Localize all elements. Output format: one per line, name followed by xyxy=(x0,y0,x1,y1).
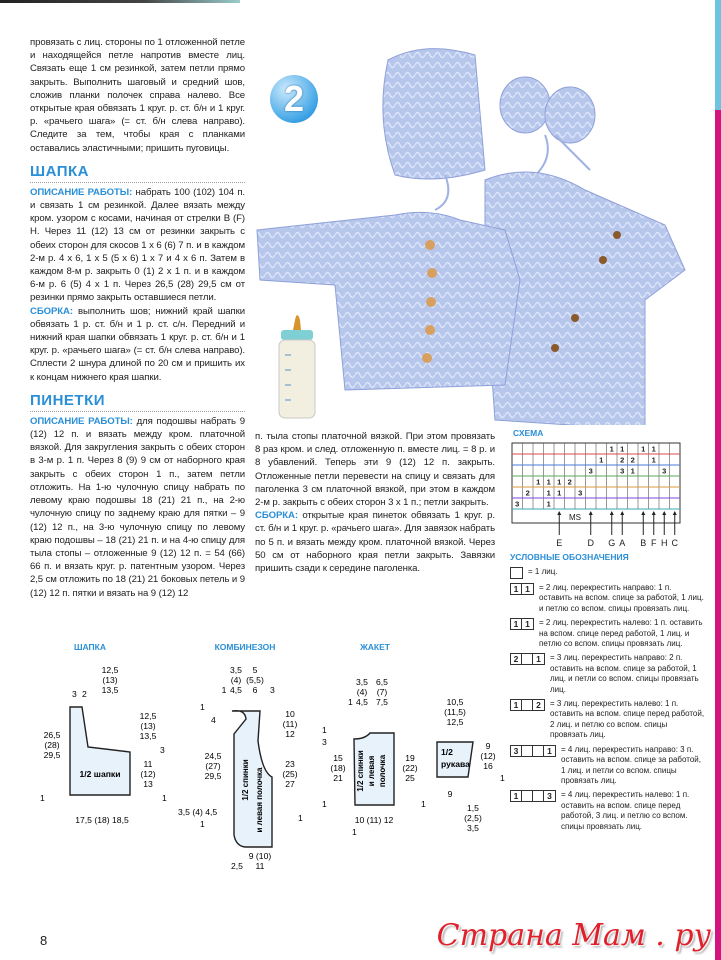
pattern-number-badge: 2 xyxy=(270,75,318,123)
symbol-cell: 3 xyxy=(511,746,522,756)
stitch-symbol-icon xyxy=(510,653,545,665)
hat-dim-right-1: 12,5 xyxy=(139,711,157,721)
sleeve-bottom-2c: 3,5 xyxy=(467,823,479,833)
symbol-cell xyxy=(522,791,533,801)
hat-dim-top-right-3: 13,5 xyxy=(101,685,119,695)
chart-arrow-label: F xyxy=(651,538,657,548)
overall-top-c3: 6 xyxy=(252,685,258,695)
chart-cell-label: 3 xyxy=(588,466,593,476)
hat-dim-top-b: 2 xyxy=(82,689,87,699)
legend-list xyxy=(510,567,706,832)
sleeve-right-extra: 1 xyxy=(500,773,505,783)
chart-arrow-label: B xyxy=(640,538,647,548)
symbol-cell: 3 xyxy=(547,791,552,802)
hat-assembly-text: выполнить шов; нижний край шапки обвязать 1 р. ст. б/н и 1 р. ст. с/н. Передний и нижний края шапки обвязать 1 круг. р. ст. б/н и 1 круг. р. «рачьего шага» (= ст. б/н слева направо). Сплести 2 шнура длиной по 20 см и пришить их к концам нижнего края шапки. xyxy=(30,305,245,383)
intro-text: провязать с лиц. стороны по 1 отложенной петле и находящейся петле напротив вместе лиц. Связать еще 1 см резинкой, затем петли прямо закрыть. Выполнить шаговый и средний шов, сложив планки полочек справа налево. Все открытые края обвязать 1 круг. р. ст. б/н и 1 круг. р. «рачьего шага» (= ст. б/н слева направо). Следите за тем, чтобы края с планками оставались эластичными; пришить пуговицы. xyxy=(30,37,245,154)
booties-desc-text-2: п. тыла стопы платочной вязкой. При этом провязать 8 раз кром. и след. отложенную п. вместе лиц. = 8 р. и 8 убавлений. Теперь эти 9 (12) 12 п. закрыть. Отложенные петли перевести на спицу и связать для паголенка 3 см платочной вязкой, при этом в каждом 2-м р. закрыть с обеих сторон 3 х 1 п.; петли закрыть. xyxy=(255,431,495,509)
hat-dim-right-6: 13 xyxy=(143,779,153,789)
legend-text: = 2 лиц. перекрестить налево: 1 п. оставить на вспом. спице перед работой, 1 лиц. и петлю со вспом. спицы провязать лиц. xyxy=(539,618,703,649)
hat-desc-label: ОПИСАНИЕ РАБОТЫ: xyxy=(30,186,133,198)
sleeve-bottom: 9 xyxy=(447,789,453,799)
hat-dim-right-3: 13,5 xyxy=(139,731,157,741)
chart-arrow-label: H xyxy=(661,538,668,548)
overall-left-mid-1: 24,5 xyxy=(204,751,222,761)
jacket-right-mid-3: 25 xyxy=(405,773,415,783)
legend-item xyxy=(510,699,706,741)
jacket-left-top-1: 1 xyxy=(322,725,327,735)
chart-cell-label: 3 xyxy=(620,466,625,476)
chart-cell-label: 1 xyxy=(546,488,551,498)
chart-cell-label: 1 xyxy=(557,477,562,487)
jacket-right-mid-2: (22) xyxy=(402,763,418,773)
jacket-piece-label-1: 1/2 спинки xyxy=(356,750,365,792)
hat-dim-bottom: 17,5 (18) 18,5 xyxy=(75,815,129,825)
hat-dim-right-5: (12) xyxy=(140,769,156,779)
symbol-cell xyxy=(533,791,544,801)
chart-cell-label: 1 xyxy=(620,444,625,454)
overall-schematic xyxy=(178,642,303,871)
hat-assembly-label: СБОРКА: xyxy=(30,305,73,317)
booties-illustration xyxy=(500,77,595,180)
overall-left-mid-3: 29,5 xyxy=(204,771,222,781)
page-number: 8 xyxy=(40,933,48,948)
symbol-cell xyxy=(522,654,533,664)
hat-heading: ШАПКА xyxy=(30,163,245,183)
legend-item xyxy=(510,653,706,695)
legend-text: = 4 лиц. перекрестить налево: 1 п. оставить на вспом. спице перед работой, 3 лиц. и петлю со вспом. спицы провязать лиц. xyxy=(561,790,690,831)
chart-cell-label: 1 xyxy=(651,444,656,454)
overall-left-top-2: 4 xyxy=(211,715,216,725)
overall-top-c1: 5 xyxy=(252,665,258,675)
jacket-top-b3: 4,5 xyxy=(356,697,368,707)
legend-item xyxy=(510,618,706,649)
overall-bottom-a: 2,5 xyxy=(231,861,243,871)
jacket-top-b2: (4) xyxy=(356,687,368,697)
overall-left-bottom: 3,5 (4) 4,5 xyxy=(178,807,218,817)
jacket-top-a: 1 xyxy=(348,697,353,707)
legend-title: УСЛОВНЫЕ ОБОЗНАЧЕНИЯ xyxy=(510,552,629,562)
hat-dim-right-4: 11 xyxy=(143,759,153,769)
overall-top-a: 1 xyxy=(221,685,227,695)
legend-text: = 2 лиц. перекрестить направо: 1 п. оставить на вспом. спице за работой, 1 лиц. и петлю со вспом. спицы провязать лиц. xyxy=(539,583,704,613)
jacket-bottom-width: 10 (11) 12 xyxy=(354,815,394,825)
sleeve-label-1: 1/2 xyxy=(441,747,453,757)
hat-description xyxy=(30,186,245,305)
booties-assembly-label: СБОРКА: xyxy=(255,510,298,522)
chart-arrow-label: E xyxy=(556,538,563,548)
sleeve-bottom-2a: 1,5 xyxy=(467,803,479,813)
jacket-schematic xyxy=(322,642,505,837)
overall-right-mid-3: 27 xyxy=(285,779,295,789)
symbol-cell: 2 xyxy=(511,654,522,664)
chart-cell-label: 1 xyxy=(599,455,604,465)
booties-description xyxy=(30,415,245,600)
jacket-bottom-extra: 1 xyxy=(352,827,357,837)
overall-right-mid-1: 23 xyxy=(285,759,295,769)
symbol-cell: 1 xyxy=(511,700,522,710)
hat-assembly xyxy=(30,305,245,384)
stitch-symbol-icon xyxy=(510,618,534,630)
chart-cell-label: 2 xyxy=(620,455,625,465)
overall-top-c2: (5,5) xyxy=(246,675,264,685)
jacket-top-c1: 6,5 xyxy=(376,677,388,687)
hat-dim-top-a: 3 xyxy=(72,689,77,699)
overall-diagram-title: КОМБИНЕЗОН xyxy=(214,642,276,652)
chart-arrow-label: C xyxy=(671,538,678,548)
chart-cell-label: 2 xyxy=(630,455,635,465)
legend-item xyxy=(510,567,706,579)
chart-cell-label: 1 xyxy=(609,444,614,454)
jacket-left-mid-3: 21 xyxy=(333,773,343,783)
overall-piece-label-2: и левая полочка xyxy=(255,767,264,833)
hat-dim-right-mid: 3 xyxy=(160,745,165,755)
stitch-symbol-icon xyxy=(510,745,556,757)
chart-cell-label: 1 xyxy=(557,488,562,498)
chart-arrow-label: G xyxy=(608,538,616,548)
chart-cell-label: 1 xyxy=(546,477,551,487)
jacket-left-top-2: 3 xyxy=(322,737,327,747)
hat-dim-left-3: 29,5 xyxy=(43,750,61,760)
baby-bottle-illustration xyxy=(279,315,315,418)
symbol-cell: 1 xyxy=(511,619,522,629)
sleeve-right-3: 16 xyxy=(483,761,493,771)
booties-section-cont xyxy=(255,430,495,575)
chart-cell-label: 1 xyxy=(641,444,646,454)
overall-top-d: 3 xyxy=(270,685,275,695)
jacket-left-mid-1: 15 xyxy=(333,753,343,763)
chart-cell-label: 1 xyxy=(546,499,551,509)
hat-dim-bottom-left: 1 xyxy=(40,793,45,803)
booties-heading: ПИНЕТКИ xyxy=(30,392,245,412)
sleeve-top-1: 10,5 xyxy=(446,697,464,707)
chart-title: СХЕМА xyxy=(513,428,544,438)
overall-right-top-2: (11) xyxy=(282,719,298,729)
symbol-cell: 1 xyxy=(536,654,541,665)
sleeve-top-2: (11,5) xyxy=(444,707,466,717)
overall-right-bottom: 1 xyxy=(298,813,303,823)
stitch-symbol-icon xyxy=(510,790,556,802)
legend-item xyxy=(510,583,706,614)
overall-right-mid-2: (25) xyxy=(282,769,298,779)
legend-text: = 4 лиц. перекрестить направо: 3 п. оставить на вспом. спице за работой, 1 лиц. и петли со вспом. спицы провязать лиц. xyxy=(561,744,701,785)
sleeve-right-1: 9 xyxy=(485,741,491,751)
hat-dim-left-1: 26,5 xyxy=(43,730,61,740)
chart-cell-label: 1 xyxy=(630,466,635,476)
legend-text: = 1 лиц. xyxy=(528,567,558,576)
overall-left-top-1: 1 xyxy=(200,702,205,712)
booties-assembly-text: открытые края пинеток обвязать 1 круг. р. ст. б/н и 1 круг. р. «рачьего шага». Для завязок набрать по 5 п. и вязать между кром. платочной вязкой. Через 50 см от наборного края петли закрыть. Завязки пришить сзади к середине паголенка. xyxy=(255,510,495,575)
jacket-right-bottom: 1 xyxy=(421,799,426,809)
hat-section xyxy=(30,163,245,384)
hat-dim-top-right-1: 12,5 xyxy=(101,665,119,675)
booties-desc-text-1: для подошвы набрать 9 (12) 12 п. и вязать между кром. платочной вязкой. Для закругления закрыть с обеих сторон в 3-м р. 1 п. Через 8 (9) 9 см от наборного края закрыть с обеих сторон 1 п., затем петли отложить. На 1-ю чулочную спицу набрать по левому краю подошвы 18 (21) 21 п., на 2-ю чулочную спицу по заднему краю для пятки – 9 (12) 12 п., на 3-ю чулочную спицу по левому краю подошвы – 18 (21) 21 п. и на 4-ю спицу для тыла стопы – отложенные 9 (12) 12 п. = 54 (66) 66 п. и вязать круг. р. патентным узором. Через 2,5 см отложить по 18 (21) 21 боковых петель и 9 (12) 12 п. пятки и вязать на 9 (12) 12 xyxy=(30,415,245,599)
hat-dim-top-right-2: (13) xyxy=(102,675,118,685)
overall-top-b3: 4,5 xyxy=(230,685,242,695)
hat-dim-left-2: (28) xyxy=(44,740,60,750)
sleeve-right-2: (12) xyxy=(480,751,496,761)
overall-bottom-c: 11 xyxy=(255,861,265,871)
sleeve-bottom-2b: (2,5) xyxy=(464,813,482,823)
hat-dim-bottom-right: 1 xyxy=(162,793,167,803)
jacket-piece-label-2: и левая xyxy=(367,755,376,787)
hat-schematic xyxy=(40,642,167,825)
symbol-cell: 1 xyxy=(525,619,530,630)
sleeve-label-2: рукава xyxy=(441,759,470,769)
chart-ms-label: MS xyxy=(569,513,581,522)
jacket-left-bottom: 1 xyxy=(322,799,327,809)
knitting-chart xyxy=(510,441,690,549)
hat-desc-text: набрать 100 (102) 104 п. и связать 1 см резинкой. Далее вязать между кром. узором с косами, начиная от стрелки В (F) Н. Через 11 (12) 13 см от резинки закрыть с обеих сторон для скосов 1 х 6 (6) 7 п. и в каждом 2-м р. 4 х 6, 1 х 5 (5 х 6) 1 х 7 и 4 х 6 п. Затем в каждом 8-м р. закрыть 0 (1) 2 х 1 п. и в каждом 6-м р. 6 (5) 4 х 1 п. Через 26,5 (28) 29,5 см от резинки прямо закрыть оставшиеся петли. xyxy=(30,186,245,304)
chart-arrow-label: A xyxy=(619,538,626,548)
overall-top-b2: (4) xyxy=(230,675,242,685)
chart-cell-label: 2 xyxy=(567,477,572,487)
symbol-cell: 1 xyxy=(511,791,522,801)
symbol-cell xyxy=(511,568,522,578)
overall-bottom-b: 9 (10) xyxy=(248,851,272,861)
overall-top-b1: 3,5 xyxy=(230,665,242,675)
overall-left-bottom-2: 1 xyxy=(200,819,205,829)
schematic-diagrams xyxy=(0,635,510,875)
chart-cell-label: 3 xyxy=(578,488,583,498)
chart-section xyxy=(513,428,703,438)
chart-cell-label: 1 xyxy=(651,455,656,465)
booties-section xyxy=(30,392,245,600)
symbol-cell: 1 xyxy=(525,584,530,594)
brand-watermark: Страна Мам . ру xyxy=(436,918,711,953)
stitch-symbol-icon xyxy=(510,699,545,711)
hat-dim-right-2: (13) xyxy=(140,721,156,731)
jacket-top-c3: 7,5 xyxy=(376,697,388,707)
booties-assembly xyxy=(255,509,495,575)
chart-cell-label: 1 xyxy=(536,477,541,487)
stitch-symbol-icon xyxy=(510,583,534,595)
top-decorative-bar xyxy=(0,0,240,3)
legend-text: = 3 лиц. перекрестить налево: 1 п. оставить на вспом. спице перед работой, 2 лиц. и петлю со вспом. спицы провязать лиц. xyxy=(550,699,705,740)
legend xyxy=(510,552,706,836)
bonnet-illustration xyxy=(383,49,485,210)
symbol-cell: 1 xyxy=(511,584,522,594)
symbol-cell: 2 xyxy=(536,700,541,711)
page-edge-strip xyxy=(715,0,721,960)
legend-item xyxy=(510,790,706,832)
overall-left-mid-2: (27) xyxy=(205,761,221,771)
jacket-top-c2: (7) xyxy=(376,687,388,697)
stitch-symbol-icon xyxy=(510,567,523,579)
symbol-cell xyxy=(522,700,533,710)
jacket-left-mid-2: (18) xyxy=(330,763,346,773)
symbol-cell xyxy=(533,746,544,756)
overall-right-top-3: 12 xyxy=(285,729,295,739)
chart-cell-label: 3 xyxy=(515,499,520,509)
jacket-piece-label-3: полочка xyxy=(378,754,387,788)
legend-item xyxy=(510,745,706,787)
symbol-cell: 1 xyxy=(547,745,552,756)
hat-diagram-title: ШАПКА xyxy=(73,642,107,652)
overall-right-top-1: 10 xyxy=(285,709,295,719)
booties-desc-label: ОПИСАНИЕ РАБОТЫ: xyxy=(30,415,133,427)
sleeve-top-3: 12,5 xyxy=(446,717,464,727)
chart-cell-label: 2 xyxy=(525,488,530,498)
symbol-cell xyxy=(522,746,533,756)
overall-piece-label-1: 1/2 спинки xyxy=(241,759,250,801)
jacket-right-mid-1: 19 xyxy=(405,753,415,763)
chart-arrow-label: D xyxy=(587,538,594,548)
jacket-top-b1: 3,5 xyxy=(356,677,368,687)
chart-cell-label: 3 xyxy=(662,466,667,476)
left-column xyxy=(30,36,245,600)
legend-text: = 3 лиц. перекрестить направо: 2 п. оставить на вспом. спице за работой, 1 лиц. и петли со вспом. спицы провязать лиц. xyxy=(550,653,699,694)
hat-piece-label: 1/2 шапки xyxy=(79,769,121,779)
jacket-diagram-title: ЖАКЕТ xyxy=(360,642,390,652)
